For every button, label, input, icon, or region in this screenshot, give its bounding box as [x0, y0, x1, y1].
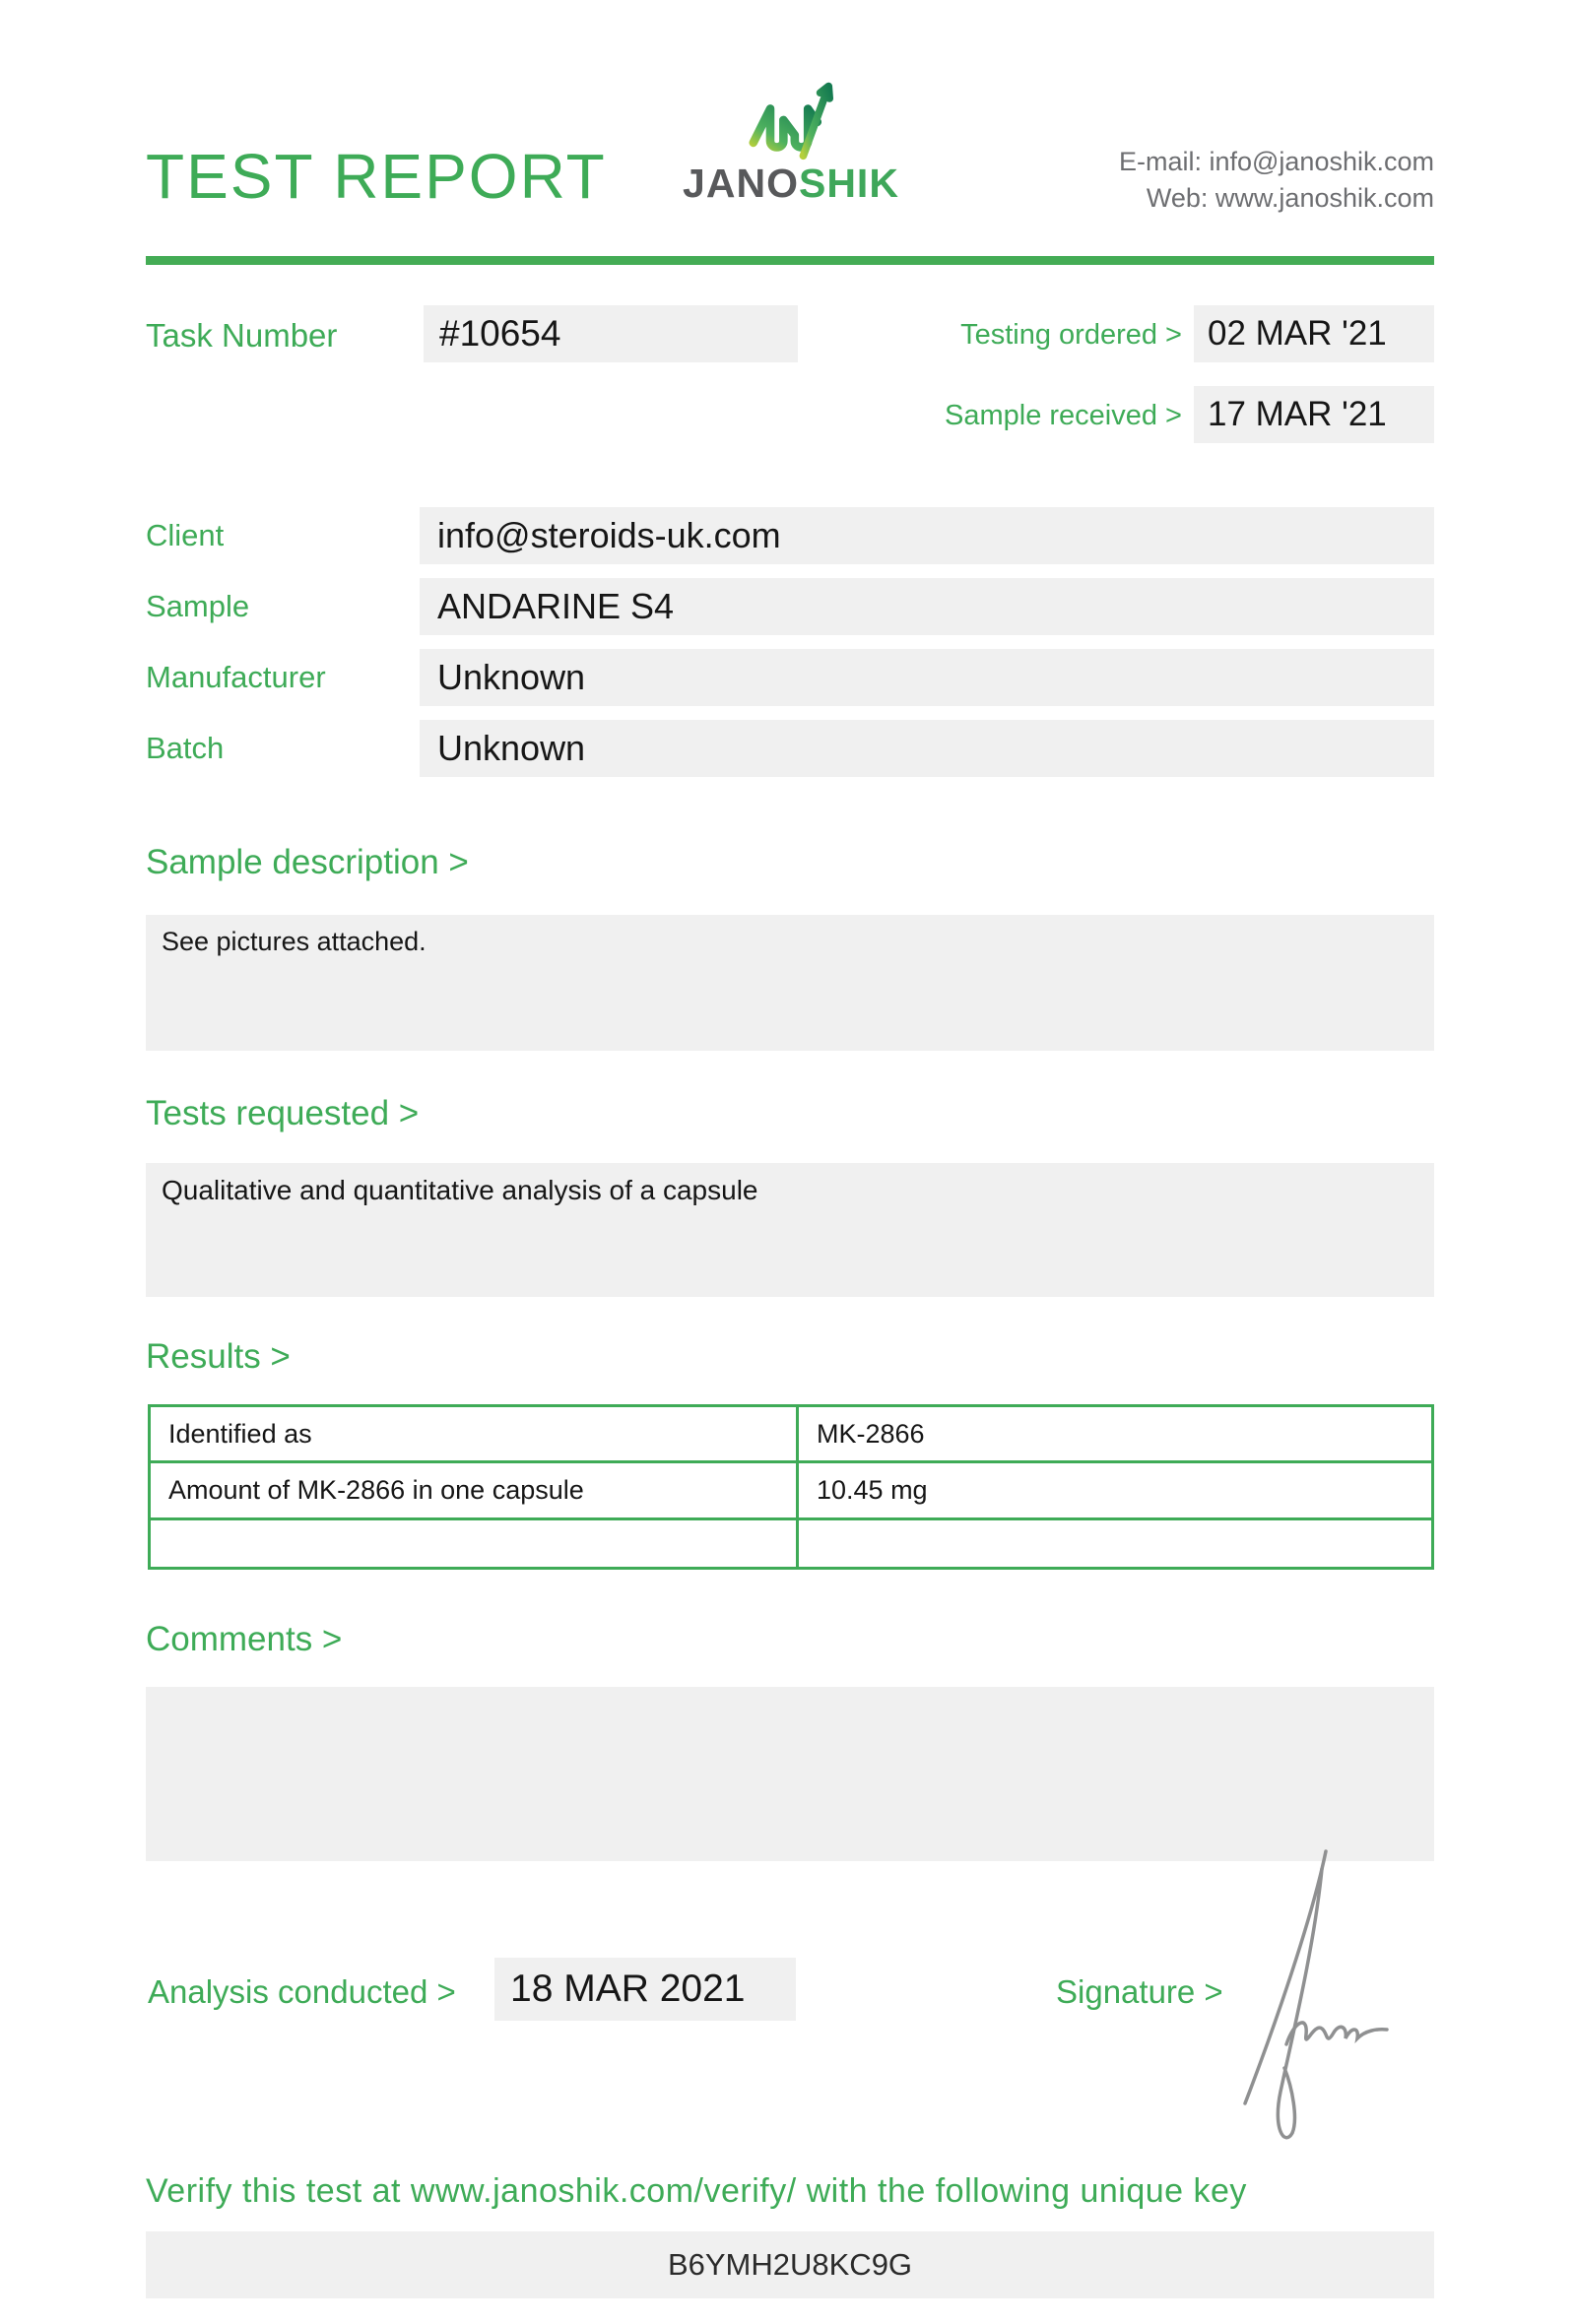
janoshik-logo	[678, 77, 904, 204]
verify-key: B6YMH2U8KC9G	[146, 2231, 1434, 2298]
batch-value: Unknown	[420, 720, 1434, 777]
sample-received-value: 17 MAR '21	[1194, 386, 1434, 443]
results-row-2	[150, 1462, 1433, 1519]
page-title: TEST REPORT	[146, 141, 607, 212]
logo-wordmark	[678, 163, 904, 204]
results-param-3	[150, 1519, 798, 1569]
results-param-2: Amount of MK-2866 in one capsule	[150, 1462, 798, 1519]
manufacturer-label: Manufacturer	[146, 660, 326, 694]
results-param-1: Identified as	[150, 1406, 798, 1462]
results-value-3	[798, 1519, 1433, 1569]
client-value: info@steroids-uk.com	[420, 507, 1434, 564]
results-heading: Results >	[146, 1337, 291, 1376]
sample-description-heading: Sample description >	[146, 843, 469, 881]
detail-row-batch	[0, 720, 1576, 777]
task-number-label: Task Number	[146, 317, 338, 354]
detail-row-manufacturer	[0, 649, 1576, 706]
tests-requested-box	[146, 1163, 1434, 1297]
verify-instruction: Verify this test at www.janoshik.com/verify/ with the following unique key	[146, 2172, 1247, 2210]
sample-description-box	[146, 915, 1434, 1051]
manufacturer-value: Unknown	[420, 649, 1434, 706]
results-table	[148, 1404, 1434, 1570]
batch-label: Batch	[146, 731, 225, 765]
comments-heading: Comments >	[146, 1620, 343, 1658]
signature-scribble	[1233, 1840, 1391, 2145]
results-row-3	[150, 1519, 1433, 1569]
contact-block	[1119, 144, 1434, 217]
sample-label: Sample	[146, 589, 250, 623]
testing-ordered-label: Testing ordered >	[960, 319, 1182, 351]
detail-row-sample	[0, 578, 1576, 635]
results-value-1: MK-2866	[798, 1406, 1433, 1462]
signature-label: Signature >	[1056, 1973, 1223, 2010]
testing-ordered-value: 02 MAR '21	[1194, 305, 1434, 362]
results-row-1	[150, 1406, 1433, 1462]
detail-row-client	[0, 507, 1576, 564]
analysis-conducted-value: 18 MAR 2021	[494, 1958, 796, 2021]
results-value-2: 10.45 mg	[798, 1462, 1433, 1519]
sample-received-label: Sample received >	[945, 400, 1182, 431]
logo-word-green: SHIK	[798, 161, 899, 206]
tests-requested-text: Qualitative and quantitative analysis of a capsule	[162, 1175, 758, 1205]
tests-requested-heading: Tests requested >	[146, 1094, 420, 1132]
analysis-conducted-label: Analysis conducted >	[148, 1973, 456, 2010]
sample-description-text: See pictures attached.	[162, 927, 427, 956]
logo-word-gray: JANO	[683, 161, 799, 206]
client-label: Client	[146, 518, 225, 552]
comments-box	[146, 1687, 1434, 1861]
task-number-value: #10654	[424, 305, 798, 362]
contact-email: E-mail: info@janoshik.com	[1118, 147, 1434, 176]
contact-web: Web: www.janoshik.com	[1146, 183, 1434, 213]
growth-chart-icon	[744, 77, 838, 161]
sample-value: ANDARINE S4	[420, 578, 1434, 635]
header-divider	[146, 256, 1434, 265]
